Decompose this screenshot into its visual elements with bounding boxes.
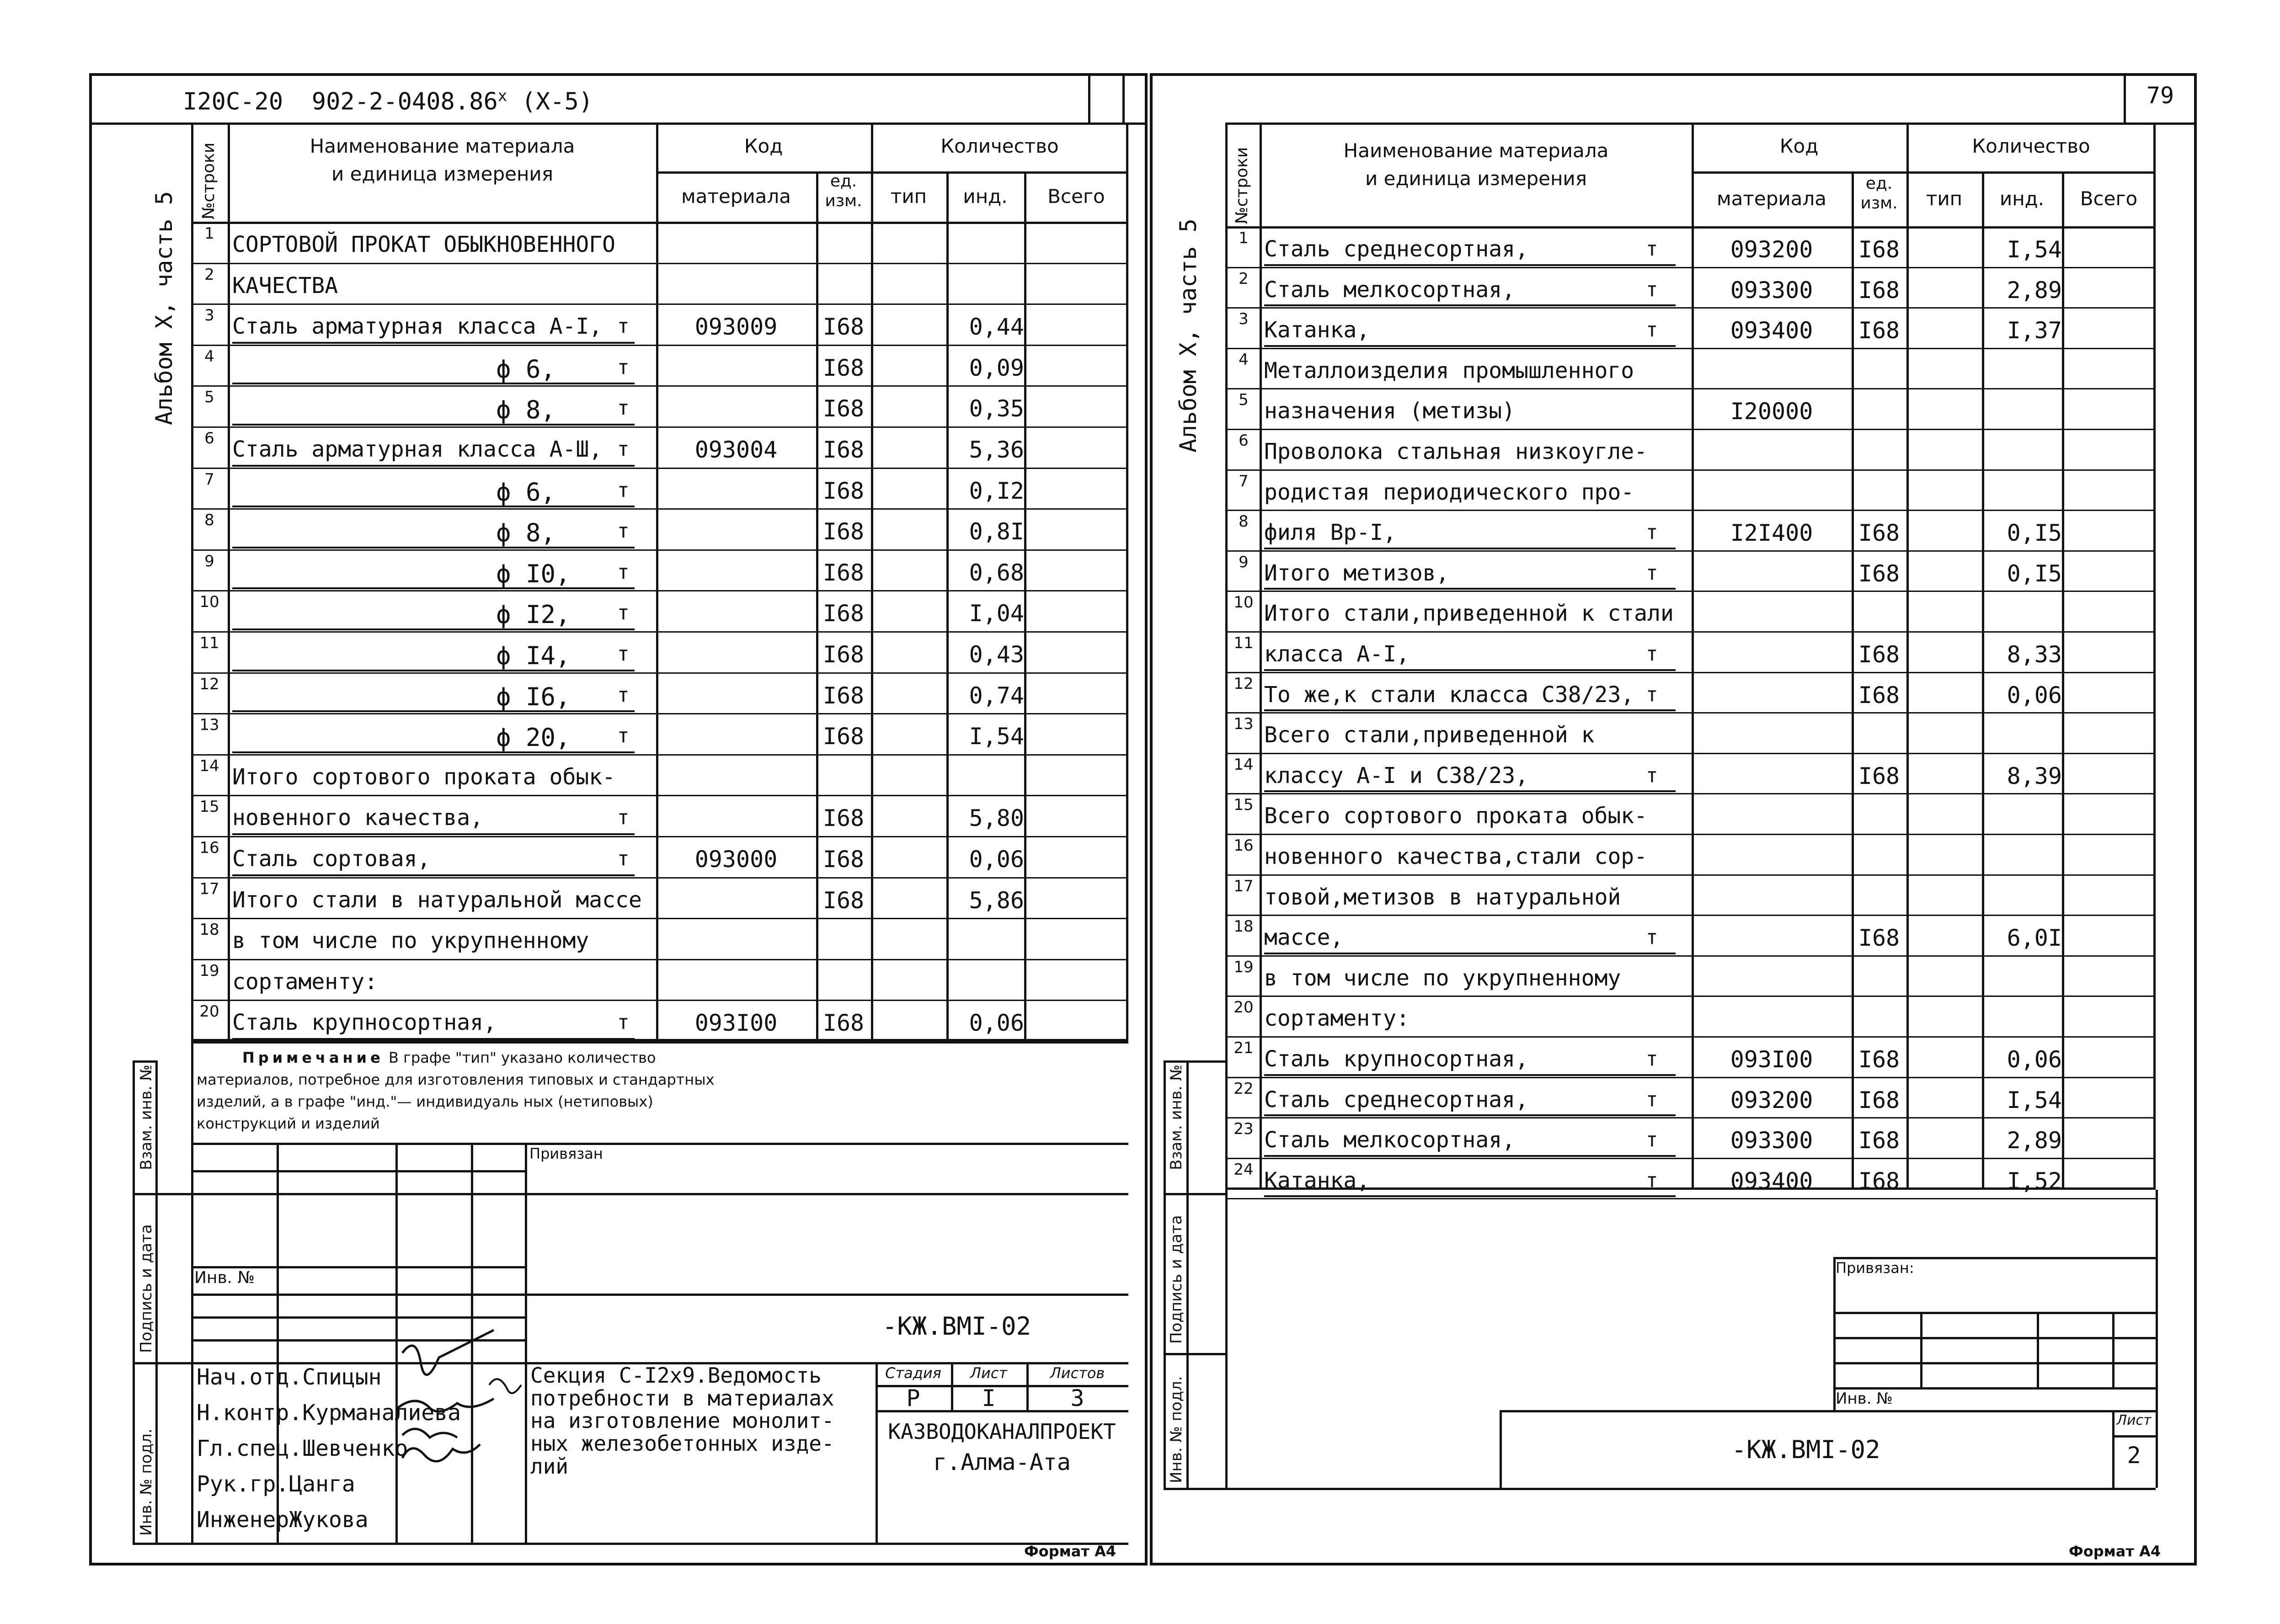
row-number: 1 (204, 224, 214, 243)
row-ed: I68 (822, 477, 865, 504)
row-name: новенного качества,стали сор- (1264, 844, 1648, 869)
row-ed: I68 (1858, 762, 1900, 789)
row-ind: 0,06 (969, 1010, 1024, 1037)
row-unit: т (1646, 1128, 1658, 1152)
row-number: 2 (1239, 269, 1249, 288)
row-unit: т (1646, 763, 1658, 787)
row-number: 6 (204, 429, 214, 447)
row-number: 6 (1239, 431, 1249, 450)
row-code: 093004 (694, 437, 778, 463)
row-ind: 0,I2 (969, 477, 1024, 504)
row-number: 10 (1233, 593, 1254, 612)
header-kod-ed: ед. изм. (825, 172, 862, 211)
row-ed: I68 (822, 682, 865, 709)
row-unit: т (617, 478, 630, 502)
privyazan-right: Привязан: (1836, 1259, 1914, 1277)
row-ind: 0,06 (969, 846, 1024, 873)
row-name: Сталь крупносортная, (232, 1010, 497, 1036)
row-ind: 0,06 (2007, 682, 2062, 708)
row-unit: т (617, 314, 630, 338)
row-ind: I,54 (2007, 1086, 2062, 1113)
row-ind: 5,86 (969, 887, 1024, 914)
stage-label: Стадия (885, 1364, 941, 1382)
row-ed: I68 (822, 559, 865, 586)
row-number: 1 (1239, 229, 1249, 247)
row-code: I20000 (1730, 398, 1813, 425)
row-ind: 2,89 (2007, 277, 2062, 304)
privyazan-left: Привязан (529, 1145, 603, 1162)
row-ed: I68 (1858, 1127, 1900, 1154)
row-number: 7 (1239, 472, 1249, 490)
side-label-podpis-right: Подпись и дата (1167, 1215, 1185, 1344)
signer-row (197, 1507, 368, 1533)
row-code: 093200 (1730, 1086, 1813, 1113)
row-ed: I68 (1858, 317, 1900, 344)
row-name: СОРТОВОЙ ПРОКАТ ОБЫКНОВЕННОГО (232, 232, 616, 257)
row-number: 14 (199, 756, 219, 775)
signatures (393, 1326, 530, 1540)
row-name: классу А-I и С38/23, (1264, 762, 1528, 788)
row-name: Металлоизделия промышленного (1264, 357, 1634, 383)
side-label-inv-right: Инв. № подл. (1167, 1376, 1185, 1483)
header-kod-ed-right: ед. изм. (1860, 174, 1898, 213)
row-ind: 0,06 (2007, 1046, 2062, 1073)
row-ed: I68 (822, 846, 865, 873)
row-unit: т (1646, 1168, 1658, 1192)
sheets-value: 3 (1070, 1385, 1084, 1411)
row-number: 24 (1233, 1160, 1254, 1179)
row-code: 093300 (1730, 1127, 1813, 1154)
row-name: сортаменту: (1264, 1006, 1410, 1032)
row-ind: 0,8I (969, 518, 1024, 545)
note (197, 1047, 736, 1134)
row-ind: I,04 (969, 600, 1024, 627)
row-name: Всего стали,приведенной к (1264, 722, 1595, 748)
note-body: В графе "тип" указано количество материалов, потребное для изготовления типовых и стандартных изделий, а в графе "инд."— индивидуаль ных (нетиповых) конструкций и изделий (197, 1049, 715, 1132)
signer-name: Курманалиева (302, 1400, 461, 1426)
header-kolichestvo: Количество (940, 135, 1059, 157)
signer-name: Жукова (289, 1507, 368, 1533)
row-ind: 8,39 (2007, 762, 2062, 789)
page-number: 79 (2146, 82, 2174, 109)
row-name: Сталь арматурная класса А-I, (232, 314, 603, 340)
header-kod-material: материала (681, 185, 791, 208)
row-name: ϕ I6, (496, 682, 571, 711)
row-name: родистая периодического про- (1264, 479, 1634, 505)
row-name: Сталь среднесортная, (1264, 1086, 1528, 1113)
row-name: Сталь сортовая, (232, 846, 431, 872)
row-ind: 5,36 (969, 437, 1024, 463)
note-title: Примечание (242, 1049, 384, 1066)
row-ed: I68 (822, 354, 865, 381)
org: КАЗВОДОКАНАЛПРОЕКТ (888, 1419, 1116, 1444)
row-number: 12 (1233, 674, 1254, 693)
row-ind: 0,74 (969, 682, 1024, 709)
signer-role: Инженер (197, 1507, 289, 1533)
stamp-code-right: -КЖ.ВМI-02 (1731, 1435, 1880, 1464)
side-label-vzam-right: Взам. инв. № (1167, 1065, 1185, 1170)
signer-name: Цанга (289, 1471, 355, 1497)
row-ed: I68 (822, 437, 865, 463)
signer-row (197, 1436, 408, 1461)
row-unit: т (617, 1011, 630, 1034)
row-ed: I68 (822, 600, 865, 627)
signer-role: Рук.гр. (197, 1471, 289, 1497)
row-unit: т (617, 683, 630, 707)
row-number: 2 (204, 265, 214, 284)
row-name: ϕ 6, (496, 477, 556, 506)
row-ind: I,37 (2007, 317, 2062, 344)
row-name: ϕ I0, (496, 559, 571, 588)
row-name: Сталь крупносортная, (1264, 1046, 1528, 1072)
inv-no-left: Инв. № (194, 1268, 255, 1287)
format-right: Формат А4 (2069, 1543, 2161, 1560)
row-unit: т (1646, 237, 1658, 261)
header-kod: Код (744, 135, 783, 157)
row-number: 18 (1233, 917, 1254, 936)
row-ed: I68 (822, 395, 865, 422)
album-code: I20C-20 902-2-0408.86$^x$ (X-5) (183, 87, 593, 116)
row-number: 8 (204, 511, 214, 530)
header-kod-material-right: материала (1716, 187, 1826, 210)
row-ind: 6,0I (2007, 925, 2062, 952)
row-ind: 2,89 (2007, 1127, 2062, 1154)
row-ed: I68 (1858, 560, 1900, 587)
header-vsego: Всего (1047, 185, 1105, 208)
row-unit: т (617, 396, 630, 420)
row-unit: т (617, 437, 630, 461)
row-ed: I68 (1858, 925, 1900, 952)
header-nstroki: №строки (199, 142, 218, 219)
row-number: 19 (1233, 958, 1254, 976)
row-ind: I,54 (2007, 236, 2062, 263)
header-kod-right: Код (1779, 135, 1819, 157)
row-unit: т (1646, 642, 1658, 666)
row-code: 093000 (694, 846, 778, 873)
row-name: сортаменту: (232, 969, 378, 995)
row-number: 3 (1239, 310, 1249, 329)
row-number: 18 (199, 921, 219, 939)
row-name: ϕ 8, (496, 518, 556, 548)
header-name-right: Наименование материала и единица измерения (1343, 139, 1609, 190)
row-name: ϕ I2, (496, 600, 571, 629)
row-unit: т (617, 355, 630, 379)
row-name: Всего сортового проката обык- (1264, 803, 1648, 829)
row-ed: I68 (1858, 1086, 1900, 1113)
row-code: 093009 (694, 314, 778, 341)
header-kolichestvo-right: Количество (1972, 135, 2090, 157)
sheet-value: I (982, 1385, 996, 1411)
row-ed: I68 (822, 1010, 865, 1037)
row-unit: т (1646, 682, 1658, 706)
row-unit: т (617, 519, 630, 543)
signer-name: Спицын (302, 1364, 382, 1390)
row-name: массе, (1264, 925, 1344, 951)
row-number: 4 (204, 347, 214, 366)
row-number: 16 (1233, 836, 1254, 855)
row-ed: I68 (1858, 1046, 1900, 1073)
signer-name: Шевченко (302, 1436, 408, 1461)
row-name: класса А-I, (1264, 641, 1410, 667)
row-ind: 0,I5 (2007, 520, 2062, 547)
header-ind-right: инд. (1999, 187, 2045, 210)
row-name: ϕ I4, (496, 641, 571, 670)
row-number: 15 (199, 798, 219, 816)
row-ind: 8,33 (2007, 641, 2062, 668)
row-number: 16 (199, 839, 219, 857)
row-unit: т (617, 724, 630, 748)
row-ed: I68 (822, 723, 865, 750)
row-code: 093400 (1730, 317, 1813, 344)
row-ed: I68 (1858, 682, 1900, 708)
header-nstroki-right: №строки (1233, 147, 1251, 224)
row-name: Катанка, (1264, 317, 1370, 343)
signer-role: Нач.отд. (197, 1364, 303, 1390)
header-ind: инд. (963, 185, 1008, 208)
row-ed: I68 (1858, 641, 1900, 668)
sheets-label: Листов (1050, 1364, 1105, 1382)
header-tip-right: тип (1926, 187, 1963, 210)
album-side-label: Альбом X, часть 5 (151, 191, 177, 425)
row-ed: I68 (1858, 1167, 1900, 1194)
row-unit: т (617, 601, 630, 625)
row-name: То же,к стали класса С38/23, (1264, 682, 1634, 708)
row-unit: т (617, 806, 630, 830)
row-number: 13 (1233, 715, 1254, 734)
row-ed: I68 (822, 805, 865, 832)
sheet-label-right: Лист (2116, 1412, 2152, 1428)
row-code: 093200 (1730, 236, 1813, 263)
row-name: ϕ 20, (496, 723, 571, 752)
row-ind: I,54 (969, 723, 1024, 750)
row-name: Катанка, (1264, 1167, 1370, 1193)
row-number: 23 (1233, 1120, 1254, 1139)
row-code: 093I00 (1730, 1046, 1813, 1073)
row-unit: т (1646, 318, 1658, 342)
row-name: товой,метизов в натуральной (1264, 884, 1621, 910)
row-ind: 0,I5 (2007, 560, 2062, 587)
stage-value: Р (906, 1385, 920, 1411)
row-number: 9 (1239, 553, 1249, 571)
row-number: 20 (1233, 998, 1254, 1017)
signer-role: Н.контр. (197, 1400, 303, 1426)
header-name: Наименование материала и единица измерения (310, 135, 575, 185)
row-ed: I68 (1858, 520, 1900, 547)
row-code: 093300 (1730, 277, 1813, 304)
row-name: в том числе по укрупненному (1264, 965, 1621, 991)
row-name: Проволока стальная низкоугле- (1264, 439, 1648, 464)
row-code: I2I400 (1730, 520, 1813, 547)
sheet-value-right: 2 (2127, 1442, 2141, 1469)
row-name: Сталь мелкосортная, (1264, 1127, 1516, 1153)
row-name: филя Вр-I, (1264, 520, 1396, 546)
side-label-inv: Инв. № подл. (137, 1428, 155, 1536)
side-label-podpis: Подпись и дата (137, 1224, 155, 1353)
row-ed: I68 (822, 518, 865, 545)
row-number: 11 (1233, 634, 1254, 652)
row-ed: I68 (822, 314, 865, 341)
row-number: 17 (199, 879, 219, 898)
row-number: 3 (204, 306, 214, 325)
row-ed: I68 (1858, 236, 1900, 263)
row-number: 11 (199, 634, 219, 652)
row-unit: т (1646, 277, 1658, 301)
stamp-code-left: -КЖ.ВМI-02 (882, 1312, 1031, 1341)
inv-no-right: Инв. № (1836, 1390, 1893, 1408)
row-unit: т (1646, 1087, 1658, 1111)
row-number: 5 (1239, 391, 1249, 410)
row-name: Итого сортового проката обык- (232, 764, 616, 790)
row-unit: т (1646, 521, 1658, 544)
signer-role: Гл.спец. (197, 1436, 303, 1461)
row-unit: т (617, 560, 630, 584)
row-name: Итого стали в натуральной массе (232, 887, 642, 913)
row-number: 13 (199, 716, 219, 735)
row-unit: т (1646, 1047, 1658, 1070)
side-label-vzam: Взам. инв. № (137, 1065, 155, 1170)
album-side-label-right: Альбом X, часть 5 (1175, 218, 1201, 453)
row-unit: т (1646, 561, 1658, 585)
row-ind: 5,80 (969, 805, 1024, 832)
header-vsego-right: Всего (2080, 187, 2138, 210)
row-ind: 0,44 (969, 314, 1024, 341)
row-ind: I,52 (2007, 1167, 2062, 1194)
row-name: новенного качества, (232, 805, 484, 831)
row-name: Сталь мелкосортная, (1264, 277, 1516, 303)
row-name: в том числе по укрупненному (232, 928, 589, 954)
city: г.Алма-Ата (933, 1449, 1071, 1475)
row-ed: I68 (822, 887, 865, 914)
row-number: 14 (1233, 755, 1254, 774)
row-name: Итого метизов, (1264, 560, 1449, 586)
row-name: Сталь среднесортная, (1264, 236, 1528, 262)
row-number: 7 (204, 470, 214, 489)
row-unit: т (617, 642, 630, 666)
row-name: назначения (метизы) (1264, 398, 1516, 424)
row-name: Сталь арматурная класса А-Ш, (232, 437, 603, 462)
row-ind: 0,43 (969, 641, 1024, 668)
row-unit: т (617, 847, 630, 870)
signer-row (197, 1364, 382, 1390)
format-left: Формат А4 (1024, 1543, 1116, 1560)
row-number: 12 (199, 675, 219, 693)
row-code: 093I00 (694, 1010, 778, 1037)
row-ind: 0,09 (969, 354, 1024, 381)
header-tip: тип (890, 185, 927, 208)
row-name: Итого стали,приведенной к стали (1264, 601, 1674, 627)
row-number: 8 (1239, 512, 1249, 531)
row-name: ϕ 6, (496, 354, 556, 383)
row-name: КАЧЕСТВА (232, 272, 338, 298)
row-number: 21 (1233, 1039, 1254, 1057)
row-number: 22 (1233, 1079, 1254, 1098)
row-number: 4 (1239, 350, 1249, 369)
row-number: 15 (1233, 796, 1254, 815)
signer-row (197, 1471, 355, 1497)
row-unit: т (1646, 926, 1658, 949)
row-number: 20 (199, 1002, 219, 1021)
row-number: 19 (199, 961, 219, 980)
row-ed: I68 (1858, 277, 1900, 304)
row-name: ϕ 8, (496, 395, 556, 425)
row-code: 093400 (1730, 1167, 1813, 1194)
row-ind: 0,68 (969, 559, 1024, 586)
row-number: 17 (1233, 877, 1254, 895)
row-number: 9 (204, 552, 214, 570)
row-ind: 0,35 (969, 395, 1024, 422)
row-ed: I68 (822, 641, 865, 668)
title-block: Секция С-I2х9.Ведомость потребности в материалах на изготовление монолит- ных железобетонных изде- лий (530, 1363, 834, 1479)
row-number: 10 (199, 593, 219, 612)
row-number: 5 (204, 388, 214, 407)
sheet-label: Лист (970, 1364, 1008, 1382)
